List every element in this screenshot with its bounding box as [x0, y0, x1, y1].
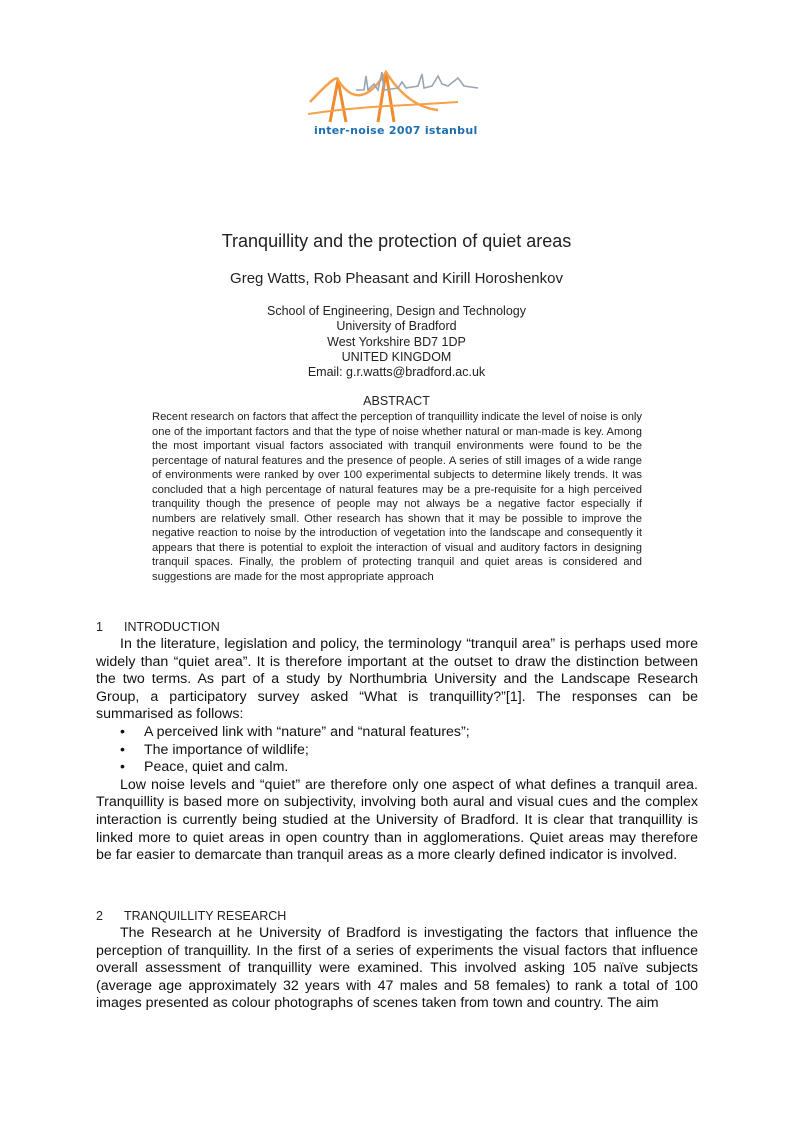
paragraph: Low noise levels and “quiet” are therefore only one aspect of what defines a tranquil area. Tranquillity is based more on subjectivity, involving both aural and visual cues and the complex interaction is currently being studied at the University of Bradford. It is clear that tranquillity is linked more to quiet areas in open country than in agglomerations. Quiet areas may therefore be far easier to demarcate than tranquil areas as a more clearly defined indicator is involved.: [96, 776, 698, 864]
affiliation-line: UNITED KINGDOM: [341, 349, 452, 364]
abstract-heading: ABSTRACT: [363, 394, 430, 408]
author-affiliation: [0, 304, 793, 380]
affiliation-line: School of Engineering, Design and Technology: [267, 304, 526, 318]
section-title: INTRODUCTION: [124, 620, 220, 634]
paper-authors: Greg Watts, Rob Pheasant and Kirill Horoshenkov: [230, 270, 563, 287]
paragraph: In the literature, legislation and policy, the terminology “tranquil area” is perhaps used more widely than “quiet area”. It is therefore important at the outset to draw the distinction between the two terms. As part of a study by Northumbria University and the Landscape Research Group, a participatory survey asked “What is tranquillity?”[1]. The responses can be summarised as follows:: [96, 636, 698, 723]
section-title: TRANQUILLITY RESEARCH: [124, 909, 287, 923]
section-number: 2: [96, 909, 103, 923]
affiliation-email: Email: g.r.watts@bradford.ac.uk: [307, 365, 486, 380]
bullet-item: • Peace, quiet and calm.: [96, 759, 698, 777]
section-number: 1: [96, 620, 103, 634]
affiliation-line: University of Bradford: [336, 319, 457, 334]
abstract-text: Recent research on factors that affect the perception of tranquillity indicate the level of noise is only one of the important factors and that the type of noise whether natural or man-made is key. Among the most important visual factors associated with tranquil environments were found to be the percentage of natural features and the presence of people. A series of still images of a wide range of environments were ranked by over 100 experimental subjects to determine likely trends. It was concluded that a high percentage of natural features may be a pre-requisite for a high perceived tranquility though the presence of people may not always be a negative factor especially if numbers are relatively small. Other research has shown that it may be possible to improve the negative reaction to noise by the introduction of vegetation into the landscape and consequently it appears that there is potential to exploit the interaction of visual and auditory factors in designing tranquil spaces. Finally, the problem of protecting tranquil and quiet areas is considered and suggestions are made for the most appropriate approach: [152, 411, 642, 583]
conference-logo-text: inter-noise 2007 istanbul: [314, 124, 478, 137]
bullet-item: • A perceived link with “nature” and “natural features”;: [96, 724, 698, 742]
section-body-tranquillity-research: [96, 925, 698, 1013]
affiliation-line: West Yorkshire BD7 1DP: [327, 334, 466, 349]
bullet-list: [96, 724, 698, 777]
paper-title: Tranquillity and the protection of quiet areas: [221, 231, 572, 251]
section-heading-tranquillity-research: [96, 909, 286, 923]
section-body-introduction: [96, 636, 698, 865]
section-heading-introduction: [96, 620, 220, 634]
bullet-item: • The importance of wildlife;: [96, 742, 698, 760]
paragraph: The Research at he University of Bradford is investigating the factors that influence the perception of tranquillity. In the first of a series of experiments the visual factors that influence overall assessment of tranquillity were examined. This involved asking 105 naïve subjects (average age approximately 32 years with 47 males and 58 females) to rank a total of 100 images presented as colour photographs of scenes taken from town and country. The aim: [96, 925, 698, 1012]
